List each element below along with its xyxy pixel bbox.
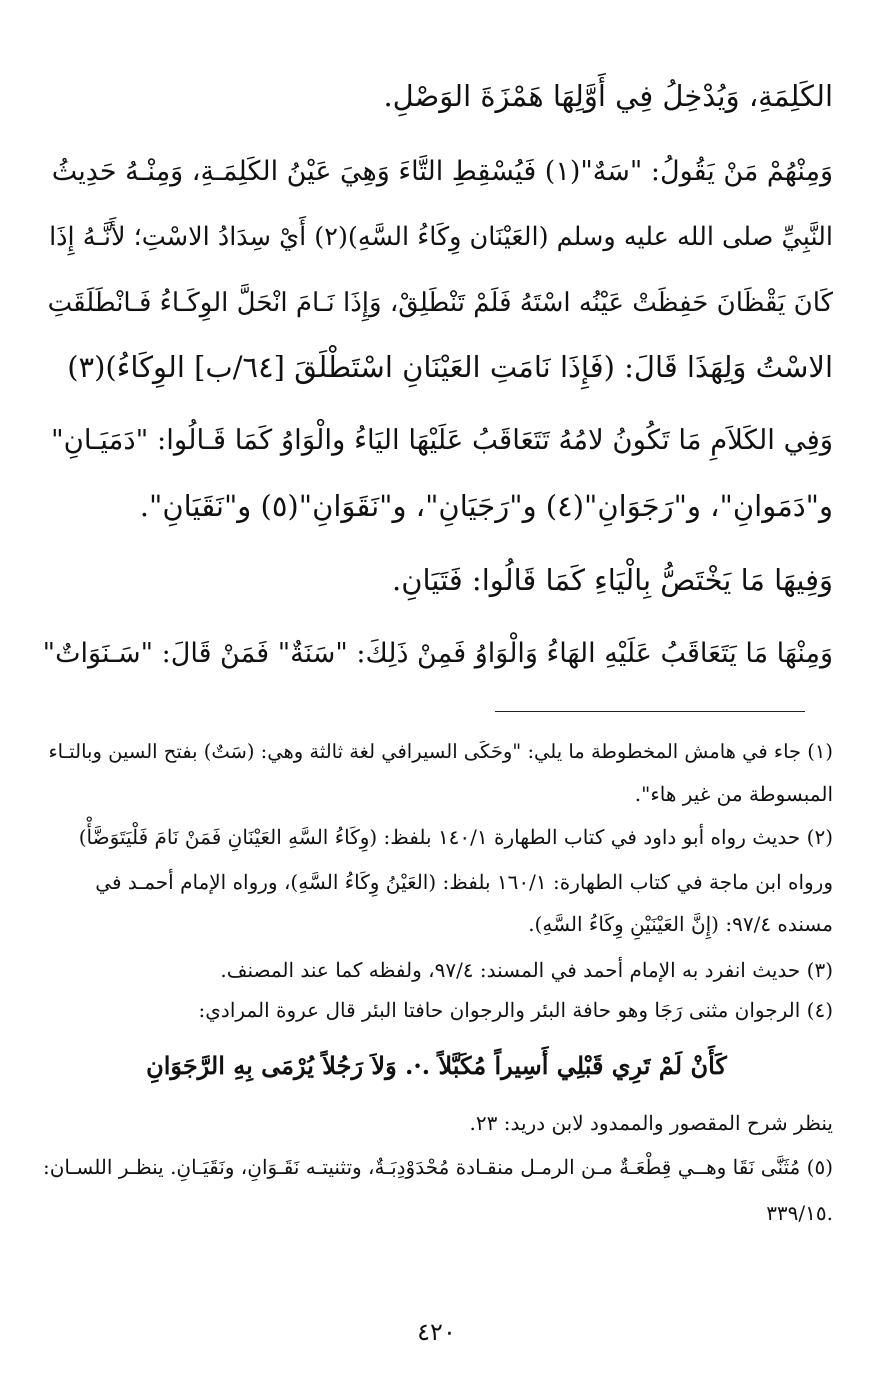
body-line-8: وَفِيهَا مَا يَخْتَصُّ بِالْيَاءِ كَمَا قَالُوا: فَتَيَانِ.: [391, 563, 833, 597]
footnote-line-9: ينظر شرح المقصور والممدود لابن دريد: ٢٣.: [469, 1111, 833, 1135]
footnote-line-7: (٤) الرجوان مثنى رَجَا وهو حافة البئر والرجوان حافتا البئر قال عروة المرادي:: [198, 998, 833, 1022]
footnote-line-6: (٣) حديث انفرد به الإمام أحمد في المسند: ٩٧/٤، ولفظه كما عند المصنف.: [220, 958, 833, 982]
body-line-9: وَمِنْهَا مَا يَتَعَاقَبُ عَلَيْهِ الهَاءُ وَالْوَاوُ فَمِنْ ذَلِكَ: "سَنَةٌ" فَمَنْ قَالَ: "سَـنَوَاتٌ": [42, 638, 833, 669]
footnote-line-10: (٥) مُثَنَّى نَقَا وهــي قِطْعَـةٌ مـن الرمـل منقـادة مُحْدَوْدِبَـةٌ، وتثنيتـه نَقَـوَانِ، ونَقَيَـانِ. ينظـر اللسـان:: [42, 1155, 833, 1179]
body-line-4: كَانَ يَقْظَانَ حَفِظَتْ عَيْنُه اسْتَهُ فَلَمْ تَنْطَلِقْ، وَإِذَا نَـامَ انْحَلَّ الوِكَـاءُ فَـانْطَلَقَتِ: [47, 288, 833, 318]
body-line-1: الكَلِمَةِ، وَيُدْخِلُ فِي أَوَّلِهَا هَمْزَةَ الوَصْلِ.: [383, 79, 833, 113]
footnote-line-2: المبسوطة من غير هاء".: [634, 782, 833, 806]
footnote-separator: [495, 711, 805, 712]
footnote-line-11: .٣٣٩/١٥: [766, 1201, 833, 1225]
body-line-5: الاسْتُ وَلِهَذَا قَالَ: (فَإِذَا نَامَتِ العَيْنَانِ اسْتَطْلَقَ [٦٤/ب] الوِكَاءُ)(٣): [67, 350, 833, 384]
body-line-6: وَفِي الكَلاَمِ مَا تَكُونُ لامُهُ تَتَعَاقَبُ عَلَيْهَا اليَاءُ والْوَاوُ كَمَا قَـالُوا: "دَمَيَـانِ": [51, 424, 833, 456]
body-line-3: النَّبِيِّ صلى الله عليه وسلم (العَيْنَان وِكَاءُ السَّهِ)(٢) أَيْ سِدَادُ الاسْتِ؛ لأَنَّـهُ إِذَا: [49, 222, 833, 252]
body-line-2: وَمِنْهُمْ مَنْ يَقُولُ: "سَهٌ"(١) فَيُسْقِطِ التَّاءَ وَهِيَ عَيْنُ الكَلِمَـةِ، وَمِنْـهُ حَدِيثُ: [51, 156, 833, 187]
footnote-line-5: مسنده ٩٧/٤: (إِنَّ العَيْنَيْنِ وِكَاءُ السَّهِ).: [528, 912, 833, 936]
poem-verse: كَأَنْ لَمْ تَرِي قَبْلِي أَسِيراً مُكَبَّلاً .·. وَلاَ رَجُلاً يُرْمَى بِهِ الرَّجَوَانِ: [146, 1051, 727, 1080]
footnote-line-4: ورواه ابن ماجة في كتاب الطهارة: ١٦٠/١ بلفظ: (العَيْنُ وِكَاءُ السَّهِ)، ورواه الإمام أحمـد في: [95, 870, 833, 894]
footnote-line-1: (١) جاء في هامش المخطوطة ما يلي: "وحَكَى السيرافي لغة ثالثة وهي: (سَتٌ) بفتح السين وبالتـاء: [48, 740, 833, 763]
body-line-7: و"دَمَوانِ"، و"رَجَوَانِ"(٤) و"رَجَيَانِ"، و"نَقَوَانِ"(٥) و"نَقَيَانِ".: [139, 489, 833, 523]
footnote-line-3: (٢) حديث رواه أبو داود في كتاب الطهارة ١٤٠/١ بلفظ: (وِكَاءُ السَّهِ العَيْنَانِ فَمَنْ نَامَ فَلْيَتَوَضَّأْ): [78, 825, 833, 849]
page-number: ٤٢٠: [417, 1318, 456, 1346]
